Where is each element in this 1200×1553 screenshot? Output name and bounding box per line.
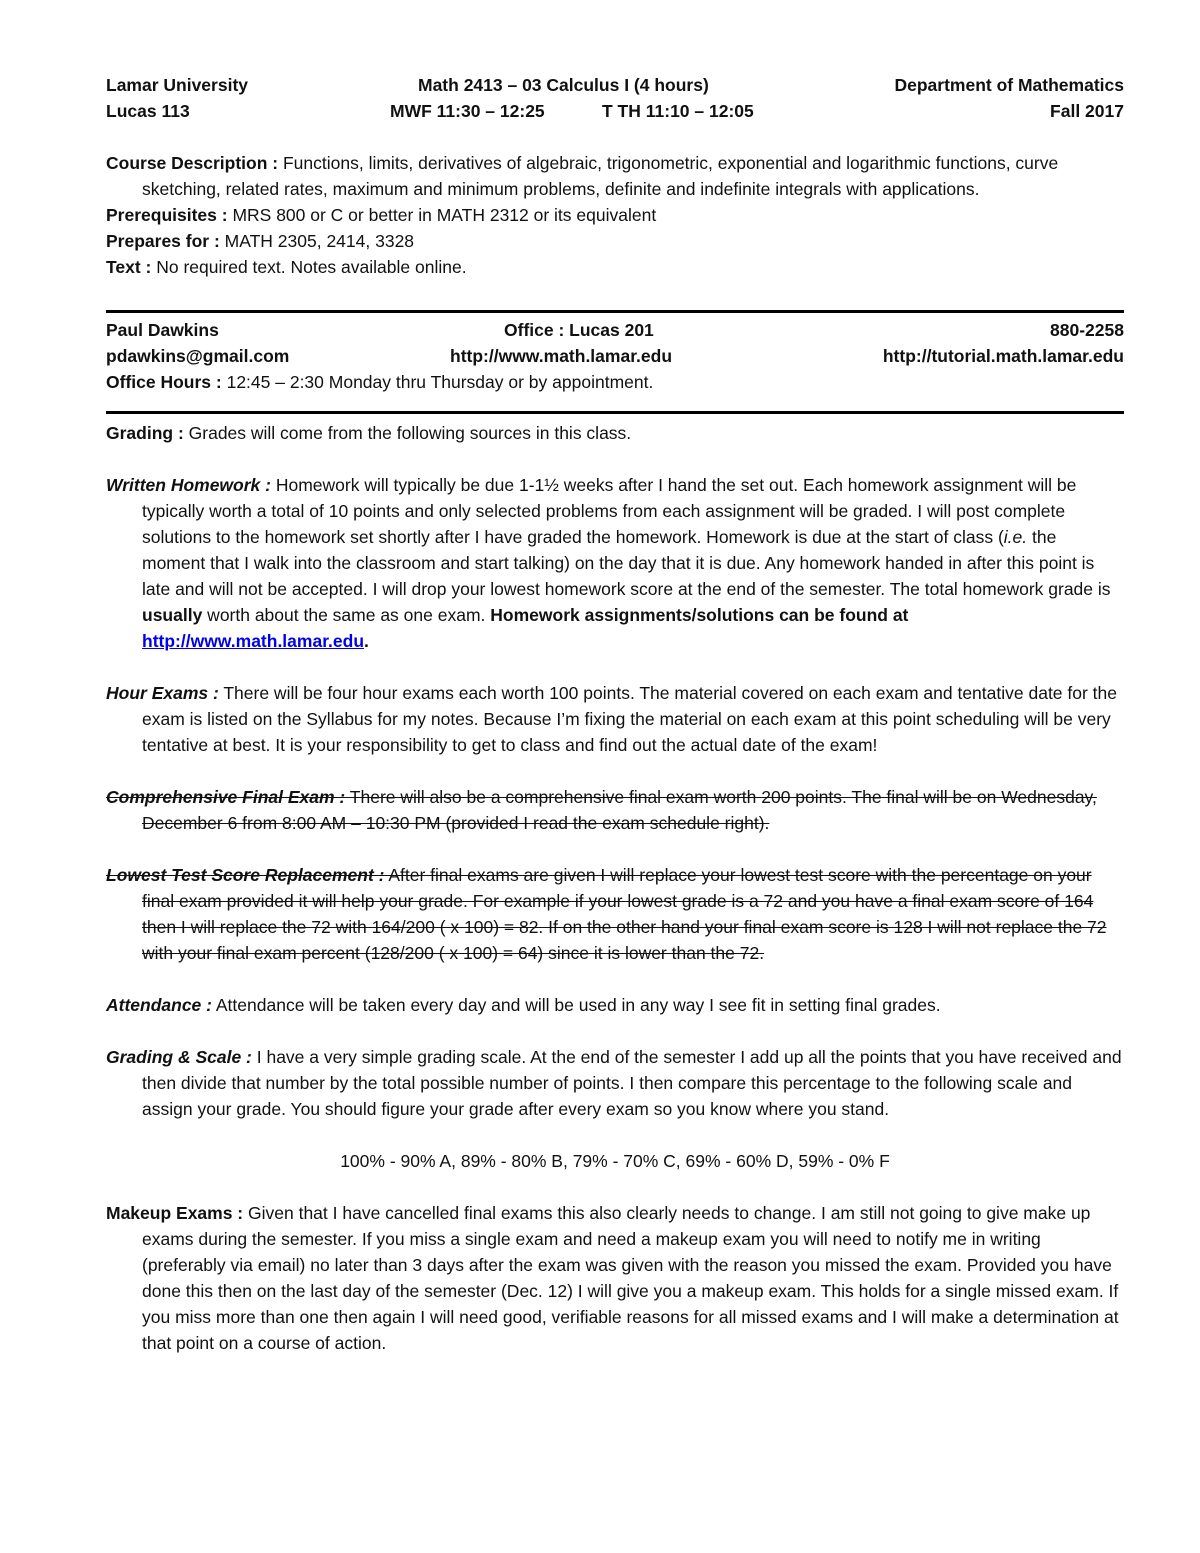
times-tth: T TH 11:10 – 12:05 — [602, 101, 754, 121]
homework-section — [106, 472, 1124, 654]
hour-exams-text: There will be four hour exams each worth 100 points. The material covered on each exam and tentative date for the exam is listed on the Syllabus for my notes. Because I’m fixing the material on each exam at this point scheduling will be very tentative at best. It is your responsibility to get to class and find out the actual date of the exam! — [142, 683, 1118, 755]
university-name: Lamar University — [106, 75, 249, 95]
lowest-test-section — [106, 862, 1124, 966]
website-main: http://www.math.lamar.edu — [450, 346, 673, 366]
makeup-exams-label: Makeup Exams : — [106, 1203, 244, 1223]
course-title: Math 2413 – 03 Calculus I (4 hours) — [418, 75, 709, 95]
final-exam-label: Comprehensive Final Exam : — [106, 787, 346, 807]
header-row-1 — [106, 72, 1124, 98]
grading-text: Grades will come from the following sources in this class. — [183, 423, 632, 443]
website-tutorial: http://tutorial.math.lamar.edu — [882, 346, 1124, 366]
homework-link[interactable]: http://www.math.lamar.edu — [142, 631, 365, 651]
term: Fall 2017 — [1050, 101, 1124, 121]
prerequisites-label: Prerequisites : — [106, 205, 228, 225]
homework-text-2: the moment that I walk into the classroom and start talking) on the day that it is due. Any homework handed in after this point is late and will not be accepted. I will drop your lowest homework score at the end of the semester. The total homework grade is — [142, 527, 1111, 599]
phone: 880-2258 — [1050, 320, 1124, 340]
attendance-text: Attendance will be taken every day and will be used in any way I see fit in setting final grades. — [211, 995, 941, 1015]
office-hours-text: 12:45 – 2:30 Monday thru Thursday or by appointment. — [221, 372, 654, 392]
grading-label: Grading : — [106, 423, 184, 443]
prerequisites — [106, 202, 1124, 228]
grading-scale-text: I have a very simple grading scale. At the end of the semester I add up all the points that you have received and then divide that number by the total possible number of points. I then compare this percentage to the following scale and assign your grade. You should figure your grade after every exam so you know where you stand. — [142, 1047, 1122, 1119]
final-exam-section — [106, 784, 1124, 836]
instructor-name: Paul Dawkins — [106, 320, 219, 340]
grading-intro — [106, 420, 1124, 446]
homework-ie: i.e. — [1003, 527, 1028, 547]
prepares-for — [106, 228, 1124, 254]
grading-scale-section — [106, 1044, 1124, 1122]
homework-usually: usually — [142, 605, 203, 625]
office-hours-label: Office Hours : — [106, 372, 222, 392]
attendance-section — [106, 992, 1124, 1018]
syllabus-page — [106, 72, 1124, 1356]
homework-text-3: worth about the same as one exam. — [202, 605, 491, 625]
homework-text-1: Homework will typically be due 1-1½ weeks after I hand the set out. Each homework assignment will be typically worth a total of 10 points and only selected problems from each assignment will be graded. I will post complete solutions to the homework set shortly after I have graded the homework. Homework is due at the start of class ( — [142, 475, 1077, 547]
prepares-for-text: MATH 2305, 2414, 3328 — [219, 231, 415, 251]
text-info — [106, 254, 1124, 280]
makeup-exams-text: Given that I have cancelled final exams this also clearly needs to change. I am still not going to give make up exams during the semester. If you miss a single exam and need a makeup exam you will need to notify me in writing (preferably via email) no later than 3 days after the exam was given with the reason you missed the exam. Provided you have done this then on the last day of the semester (Dec. 12) I will give you a makeup exam. This holds for a single missed exam. If you miss more than one then again I will need good, verifiable reasons for all missed exams and I will make a determination at that point on a course of action. — [142, 1203, 1119, 1353]
final-exam-text: There will also be a comprehensive final exam worth 200 points. The final will be on Wednesday, December 6 from 8:00 AM – 10:30 PM (provided I read the exam schedule right). — [142, 787, 1097, 833]
times-mwf: MWF 11:30 – 12:25 — [390, 101, 545, 121]
grade-scale-line: 100% - 90% A, 89% - 80% B, 79% - 70% C, 69% - 60% D, 59% - 0% F — [340, 1151, 890, 1171]
office-hours — [106, 369, 1124, 395]
text-label: Text : — [106, 257, 152, 277]
hour-exams-section — [106, 680, 1124, 758]
instructor-row-1 — [106, 317, 1124, 343]
course-description — [106, 150, 1124, 202]
header-row-2 — [106, 98, 1124, 124]
room: Lucas 113 — [106, 101, 190, 121]
instructor-row-2 — [106, 343, 1124, 369]
text-text: No required text. Notes available online. — [151, 257, 467, 277]
email: pdawkins@gmail.com — [106, 346, 290, 366]
homework-period: . — [364, 631, 369, 651]
prerequisites-text: MRS 800 or C or better in MATH 2312 or its equivalent — [227, 205, 657, 225]
homework-label: Written Homework : — [106, 475, 271, 495]
attendance-label: Attendance : — [106, 995, 212, 1015]
lowest-test-label: Lowest Test Score Replacement : — [106, 865, 385, 885]
prepares-for-label: Prepares for : — [106, 231, 220, 251]
hour-exams-label: Hour Exams : — [106, 683, 219, 703]
course-description-label: Course Description : — [106, 153, 279, 173]
office: Office : Lucas 201 — [504, 320, 654, 340]
makeup-exams-section — [106, 1200, 1124, 1356]
department-name: Department of Mathematics — [894, 75, 1124, 95]
course-description-text: Functions, limits, derivatives of algebraic, trigonometric, exponential and logarithmic functions, curve sketching, related rates, maximum and minimum problems, definite and indefinite integrals with applications. — [142, 153, 1059, 199]
lowest-test-text: After final exams are given I will replace your lowest test score with the percentage on your final exam provided it will help your grade. For example if your lowest grade is a 72 and you have a final exam score of 164 then I will replace the 72 with 164/200 ( x 100) = 82. If on the other hand your final exam score is 128 I will not replace the 72 with your final exam percent (128/200 ( x 100) = 64) since it is lower than the 72. — [142, 865, 1107, 963]
homework-bold-tail: Homework assignments/solutions can be found at — [490, 605, 909, 625]
grading-scale-label: Grading & Scale : — [106, 1047, 252, 1067]
